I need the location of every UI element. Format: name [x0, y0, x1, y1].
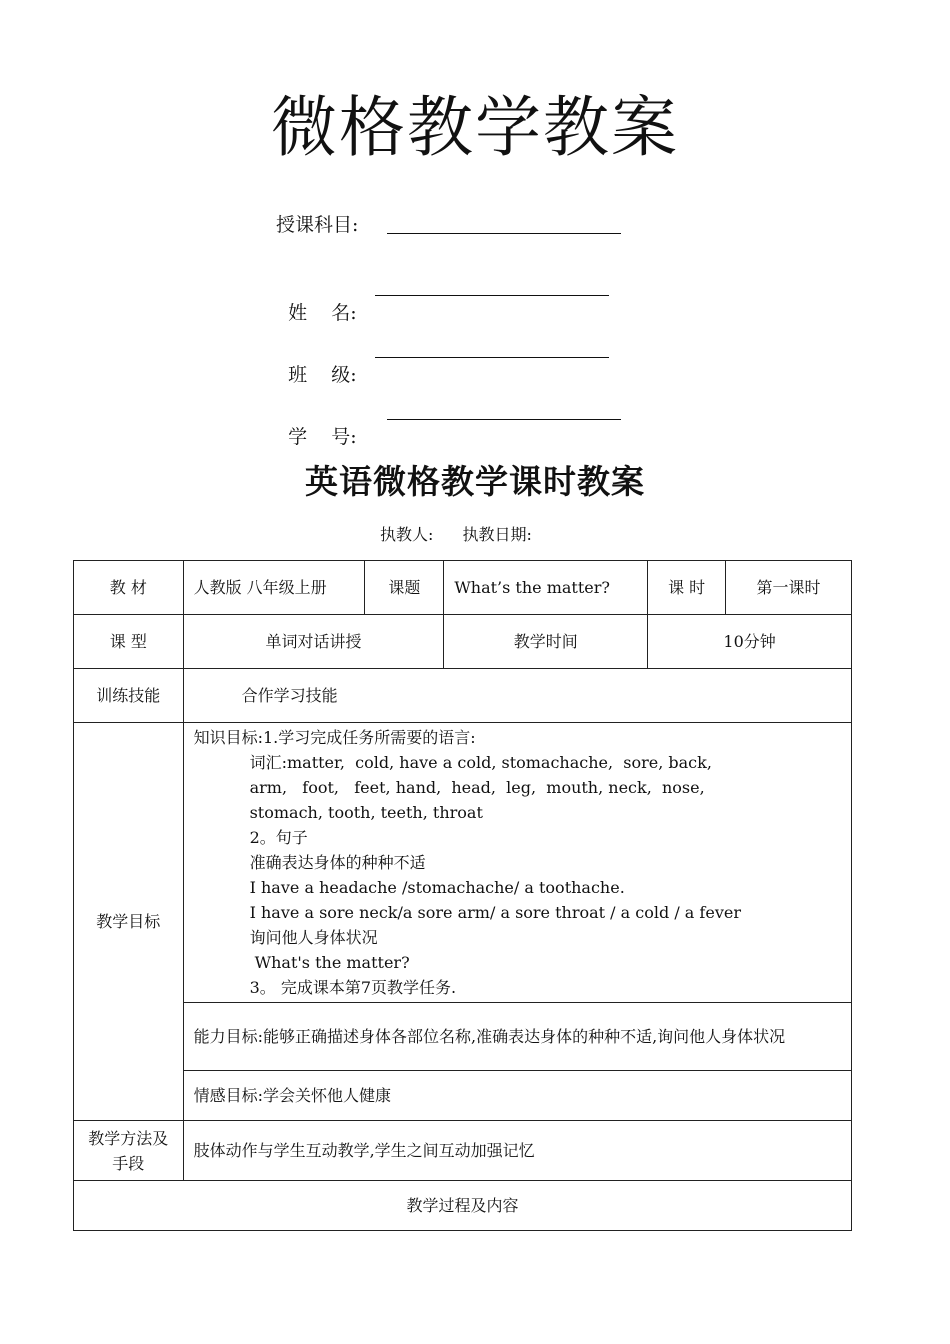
- subject-field: [276, 212, 358, 238]
- table-row: [74, 669, 852, 723]
- period-value: 第一课时: [726, 561, 852, 615]
- objective-line: I have a sore neck/a sore arm/ a sore throat / a cold / a fever: [249, 903, 741, 922]
- time-value: 10分钟: [648, 615, 852, 669]
- subject-blank-line: [387, 232, 621, 234]
- objective-line: arm, foot, feet, hand, head, leg, mouth, neck, nose,: [249, 778, 705, 797]
- type-value: 单词对话讲授: [183, 615, 444, 669]
- table-row: [74, 723, 852, 1003]
- process-header: 教学过程及内容: [74, 1181, 852, 1231]
- table-row: [74, 1071, 852, 1121]
- skill-label: 训练技能: [74, 669, 184, 723]
- objective-line: 知识目标:1.学习完成任务所需要的语言:: [193, 728, 476, 747]
- ability-objective: 能力目标:能够正确描述身体各部位名称,准确表达身体的种种不适,询问他人身体状况: [183, 1003, 851, 1071]
- objectives-label: 教学目标: [74, 723, 184, 1121]
- skill-value: 合作学习技能: [183, 669, 851, 723]
- period-label: 课 时: [648, 561, 726, 615]
- objective-line: 3。 完成课本第7页教学任务.: [249, 978, 457, 997]
- material-value: 人教版 八年级上册: [183, 561, 365, 615]
- name-label: 姓 名:: [288, 302, 357, 324]
- objective-line: 询问他人身体状况: [249, 928, 378, 947]
- table-row: [74, 1181, 852, 1231]
- subject-label: 授课科目:: [276, 214, 359, 236]
- topic-value: What’s the matter?: [444, 561, 648, 615]
- table-row: [74, 1121, 852, 1181]
- knowledge-objectives: [183, 723, 851, 1003]
- teacher-label: 执教人:: [380, 525, 434, 544]
- name-blank-line: [375, 294, 609, 296]
- objective-line: 准确表达身体的种种不适: [249, 853, 426, 872]
- table-row: [74, 561, 852, 615]
- class-blank-line: [375, 356, 609, 358]
- topic-label: 课题: [365, 561, 444, 615]
- objective-line: What's the matter?: [249, 953, 410, 972]
- type-label: 课 型: [74, 615, 184, 669]
- table-row: [74, 1003, 852, 1071]
- method-label: 教学方法及手段: [74, 1121, 184, 1181]
- lesson-plan-table: [73, 560, 852, 1231]
- method-value: 肢体动作与学生互动教学,学生之间互动加强记忆: [183, 1121, 851, 1181]
- emotion-objective: 情感目标:学会关怀他人健康: [183, 1071, 851, 1121]
- student-id-blank-line: [387, 418, 621, 420]
- table-row: [74, 615, 852, 669]
- meta-line: [380, 524, 556, 546]
- date-label: 执教日期:: [462, 525, 532, 544]
- document-title: 微格教学教案: [271, 89, 679, 166]
- time-label: 教学时间: [444, 615, 648, 669]
- class-label: 班 级:: [288, 364, 357, 386]
- student-id-label: 学 号:: [288, 426, 357, 448]
- lesson-title: 英语微格教学课时教案: [305, 462, 645, 501]
- objective-line: 2。句子: [249, 828, 308, 847]
- objective-line: stomach, tooth, teeth, throat: [249, 803, 483, 822]
- objective-line: 词汇:matter, cold, have a cold, stomachache, sore, back,: [249, 753, 712, 772]
- objective-line: I have a headache /stomachache/ a toothache.: [249, 878, 625, 897]
- material-label: 教 材: [74, 561, 184, 615]
